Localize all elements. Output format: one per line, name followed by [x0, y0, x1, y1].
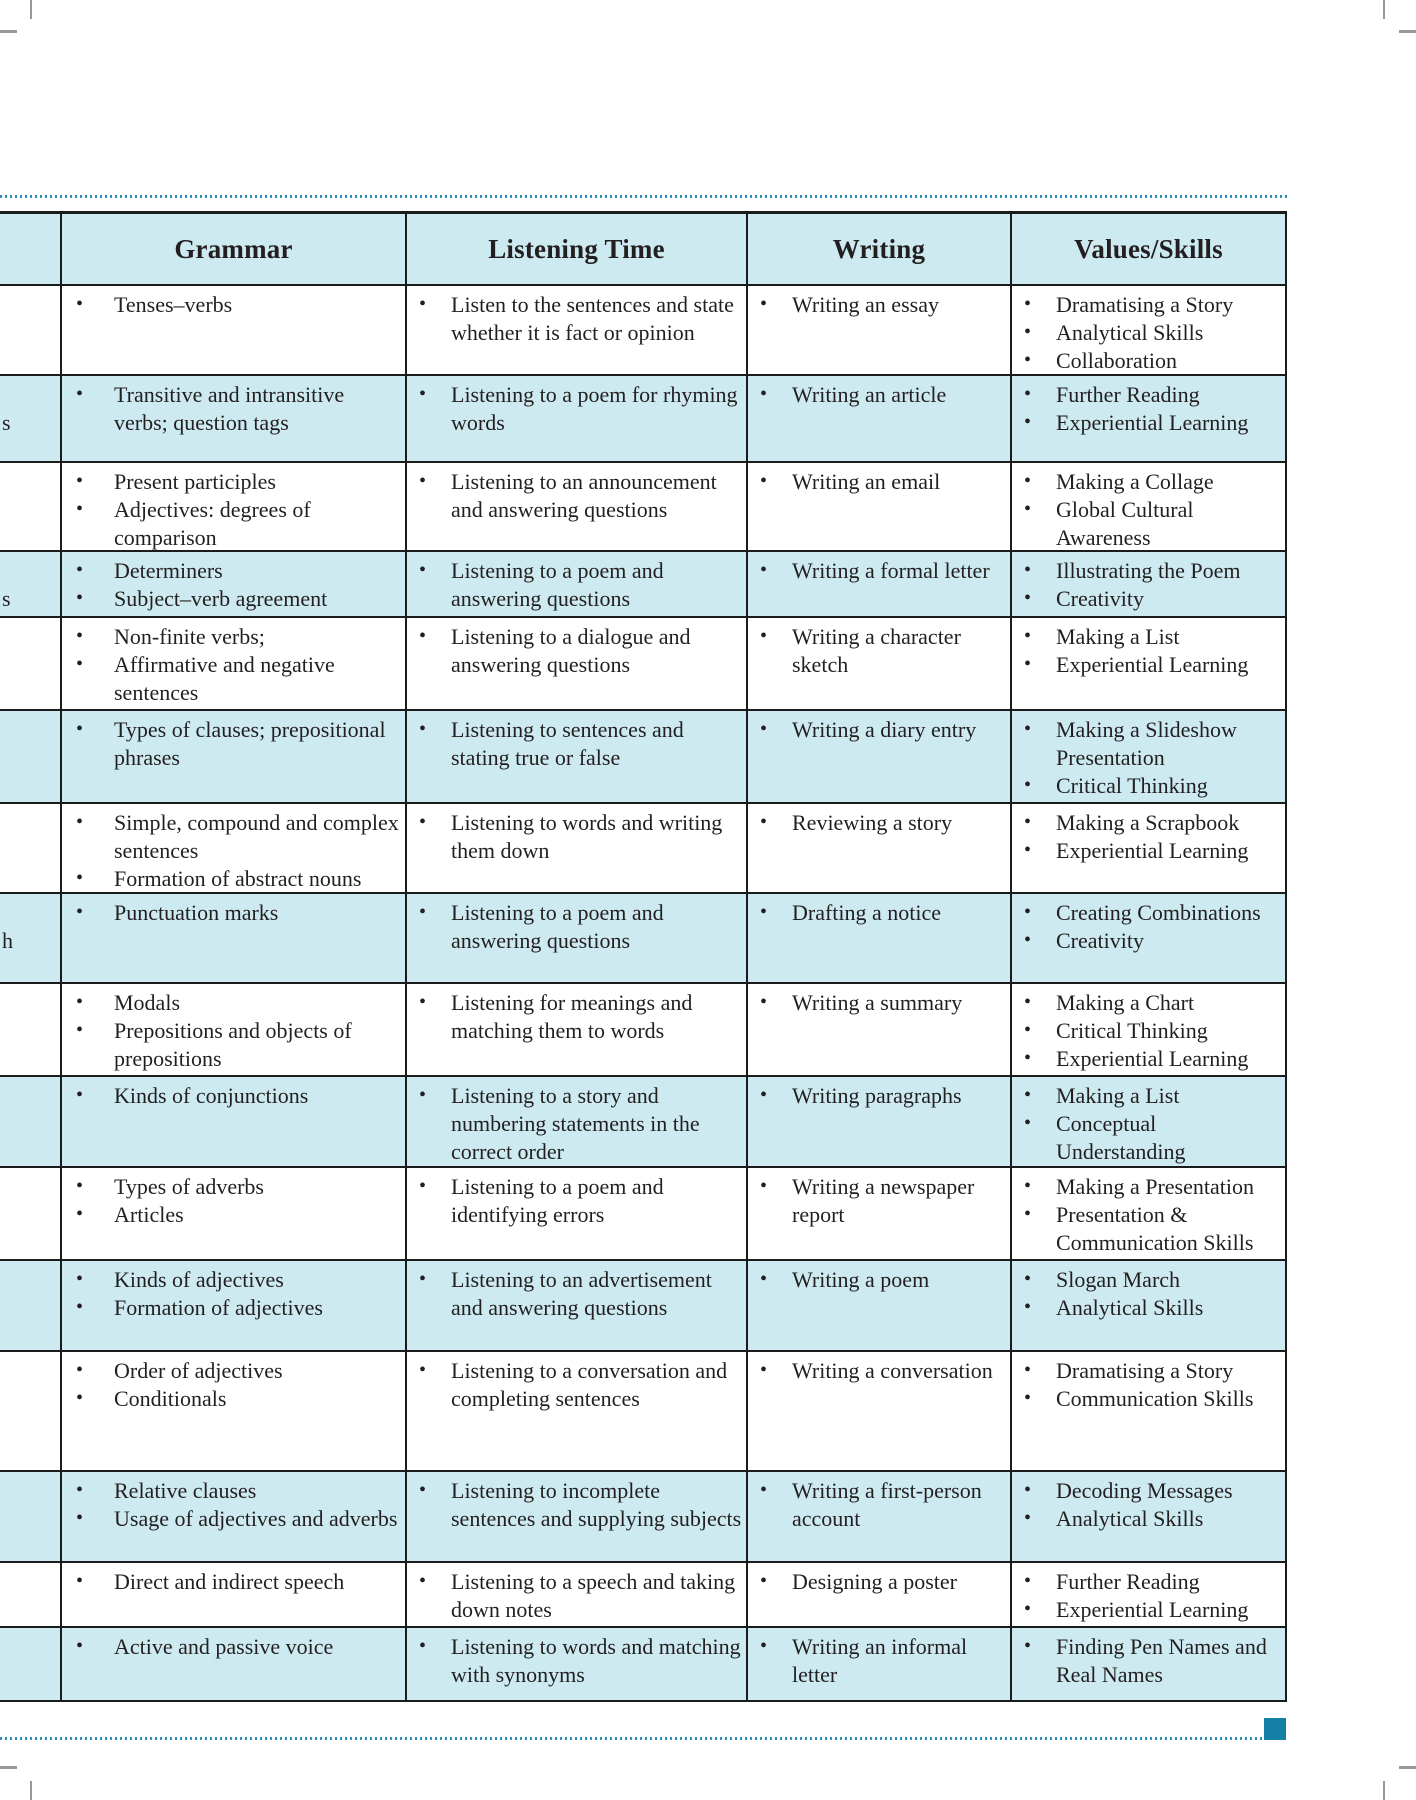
grammar-cell	[62, 1628, 407, 1700]
table-row	[0, 463, 1287, 552]
dotted-rule-top	[0, 195, 1287, 198]
listening-time-cell	[407, 552, 748, 616]
bullet-item: • Making a List	[1056, 623, 1277, 651]
grammar-cell	[62, 984, 407, 1075]
bullet-item: • Reviewing a story	[792, 809, 996, 837]
table-row	[0, 618, 1287, 711]
bullet-item: • Writing a summary	[792, 989, 996, 1017]
listening-time-cell	[407, 1352, 748, 1470]
table-row	[0, 1628, 1287, 1702]
bullet-item: • Listening for meanings and matching them to words	[451, 989, 742, 1045]
bullet-item: • Formation of abstract nouns	[114, 865, 399, 893]
left-cropped-cell	[0, 286, 62, 375]
bullet-item: • Active and passive voice	[114, 1633, 399, 1661]
values-skills-cell	[1012, 1472, 1287, 1561]
left-cropped-cell	[0, 984, 62, 1075]
grammar-cell	[62, 1563, 407, 1626]
grammar-cell	[62, 376, 407, 461]
bullet-item: • Writing a conversation	[792, 1357, 996, 1385]
bullet-item: • Slogan March	[1056, 1266, 1277, 1294]
values-skills-cell	[1012, 618, 1287, 709]
crop-mark-bottom-left-horizontal	[0, 1766, 17, 1769]
table-row	[0, 552, 1287, 618]
bullet-item: • Making a Scrapbook	[1056, 809, 1277, 837]
bullet-item: • Decoding Messages	[1056, 1477, 1277, 1505]
left-cropped-cell	[0, 1168, 62, 1259]
bullet-item: • Articles	[114, 1201, 399, 1229]
values-skills-cell	[1012, 894, 1287, 982]
bullet-item: • Prepositions and objects of prepositions	[114, 1017, 399, 1073]
listening-time-cell	[407, 463, 748, 552]
bullet-item: • Collaboration	[1056, 347, 1277, 375]
listening-time-cell	[407, 804, 748, 893]
left-cropped-cell	[0, 894, 62, 982]
table-row	[0, 1168, 1287, 1261]
bullet-item: • Designing a poster	[792, 1568, 996, 1596]
bullet-item: • Writing a diary entry	[792, 716, 996, 744]
bullet-item: • Listening to a poem and answering questions	[451, 899, 742, 955]
left-cropped-cell	[0, 1261, 62, 1350]
bullet-item: • Drafting a notice	[792, 899, 996, 927]
listening-time-cell	[407, 1168, 748, 1259]
bullet-item: • Listening to words and matching with synonyms	[451, 1633, 742, 1689]
grammar-cell	[62, 286, 407, 375]
values-skills-cell	[1012, 463, 1287, 552]
bullet-item: • Conditionals	[114, 1385, 399, 1413]
column-header-label: Listening Time	[488, 233, 665, 264]
values-skills-cell	[1012, 1261, 1287, 1350]
bullet-item: • Writing a formal letter	[792, 557, 996, 585]
bullet-item: • Determiners	[114, 557, 399, 585]
writing-cell	[748, 1168, 1012, 1259]
bullet-item: • Experiential Learning	[1056, 837, 1277, 865]
bullet-item: • Analytical Skills	[1056, 319, 1277, 347]
values-skills-cell	[1012, 286, 1287, 375]
bullet-item: • Listening to an advertisement and answering questions	[451, 1266, 742, 1322]
bullet-item: • Critical Thinking	[1056, 1017, 1277, 1045]
table-row	[0, 894, 1287, 984]
table-row	[0, 1563, 1287, 1628]
writing-cell	[748, 804, 1012, 893]
bullet-item: • Global Cultural Awareness	[1056, 496, 1277, 552]
listening-time-cell	[407, 286, 748, 375]
values-skills-cell	[1012, 1352, 1287, 1470]
values-skills-cell	[1012, 1168, 1287, 1259]
bullet-item: • Communication Skills	[1056, 1385, 1277, 1413]
bullet-item: • Making a Presentation	[1056, 1173, 1277, 1201]
bullet-item: • Tenses–verbs	[114, 291, 399, 319]
grammar-cell	[62, 463, 407, 552]
listening-time-cell	[407, 1261, 748, 1350]
bullet-item: • Listen to the sentences and state whether it is fact or opinion	[451, 291, 742, 347]
left-cropped-cell	[0, 376, 62, 461]
bullet-item: • Experiential Learning	[1056, 1596, 1277, 1624]
values-skills-cell	[1012, 1077, 1287, 1166]
header-cell-cropped	[0, 214, 62, 284]
bullet-item: • Subject–verb agreement	[114, 585, 399, 613]
column-header-label: Values/Skills	[1074, 233, 1223, 264]
bullet-item: • Listening to a poem and identifying errors	[451, 1173, 742, 1229]
cropped-text-fragment: s	[2, 586, 11, 611]
bullet-item: • Further Reading	[1056, 1568, 1277, 1596]
bullet-item: • Creating Combinations	[1056, 899, 1277, 927]
grammar-cell	[62, 1352, 407, 1470]
listening-time-cell	[407, 1077, 748, 1166]
writing-cell	[748, 618, 1012, 709]
bullet-item: • Making a List	[1056, 1082, 1277, 1110]
bullet-item: • Simple, compound and complex sentences	[114, 809, 399, 865]
bullet-item: • Punctuation marks	[114, 899, 399, 927]
values-skills-cell	[1012, 376, 1287, 461]
writing-cell	[748, 1352, 1012, 1470]
writing-cell	[748, 1077, 1012, 1166]
column-header-label: Writing	[832, 233, 926, 264]
writing-cell	[748, 286, 1012, 375]
bullet-item: • Critical Thinking	[1056, 772, 1277, 800]
left-cropped-cell	[0, 804, 62, 893]
grammar-cell	[62, 1168, 407, 1259]
writing-cell	[748, 1563, 1012, 1626]
cropped-text-fragment: h	[2, 928, 13, 953]
bullet-item: • Writing an informal letter	[792, 1633, 996, 1689]
left-cropped-cell	[0, 463, 62, 552]
bullet-item: • Experiential Learning	[1056, 1045, 1277, 1073]
bullet-item: • Conceptual Understanding	[1056, 1110, 1277, 1166]
writing-cell	[748, 984, 1012, 1075]
crop-mark-top-left-vertical	[30, 0, 32, 19]
listening-time-cell	[407, 1628, 748, 1700]
bullet-item: • Transitive and intransitive verbs; question tags	[114, 381, 399, 437]
header-cell-listening-time	[407, 214, 748, 284]
crop-mark-bottom-left-vertical	[30, 1781, 32, 1800]
left-cropped-cell	[0, 711, 62, 802]
listening-time-cell	[407, 894, 748, 982]
values-skills-cell	[1012, 984, 1287, 1075]
values-skills-cell	[1012, 552, 1287, 616]
bullet-item: • Dramatising a Story	[1056, 291, 1277, 319]
header-cell-values-skills	[1012, 214, 1287, 284]
bullet-item: • Listening to a speech and taking down notes	[451, 1568, 742, 1624]
writing-cell	[748, 1472, 1012, 1561]
table-header-row	[0, 214, 1287, 286]
bullet-item: • Making a Chart	[1056, 989, 1277, 1017]
column-header-label: Grammar	[174, 233, 293, 264]
listening-time-cell	[407, 376, 748, 461]
left-cropped-cell	[0, 1472, 62, 1561]
crop-mark-top-right-horizontal	[1399, 30, 1416, 33]
table-row	[0, 1077, 1287, 1168]
writing-cell	[748, 1261, 1012, 1350]
bullet-item: • Direct and indirect speech	[114, 1568, 399, 1596]
bullet-item: • Further Reading	[1056, 381, 1277, 409]
values-skills-cell	[1012, 1628, 1287, 1700]
values-skills-cell	[1012, 711, 1287, 802]
bullet-item: • Types of clauses; prepositional phrases	[114, 716, 399, 772]
bullet-item: • Writing an email	[792, 468, 996, 496]
writing-cell	[748, 552, 1012, 616]
grammar-cell	[62, 804, 407, 893]
table-row	[0, 1472, 1287, 1563]
listening-time-cell	[407, 618, 748, 709]
writing-cell	[748, 463, 1012, 552]
writing-cell	[748, 894, 1012, 982]
bullet-item: • Usage of adjectives and adverbs	[114, 1505, 399, 1533]
curriculum-table	[0, 211, 1287, 1702]
bullet-item: • Writing a first-person account	[792, 1477, 996, 1533]
header-cell-writing	[748, 214, 1012, 284]
table-row	[0, 376, 1287, 463]
writing-cell	[748, 1628, 1012, 1700]
bullet-item: • Listening to a poem for rhyming words	[451, 381, 742, 437]
bullet-item: • Kinds of adjectives	[114, 1266, 399, 1294]
table-row	[0, 1261, 1287, 1352]
left-cropped-cell	[0, 1628, 62, 1700]
bullet-item: • Listening to words and writing them down	[451, 809, 742, 865]
crop-mark-top-left-horizontal	[0, 30, 17, 33]
values-skills-cell	[1012, 1563, 1287, 1626]
bullet-item: • Kinds of conjunctions	[114, 1082, 399, 1110]
bullet-item: • Writing a poem	[792, 1266, 996, 1294]
bullet-item: • Experiential Learning	[1056, 409, 1277, 437]
writing-cell	[748, 376, 1012, 461]
table-row	[0, 1352, 1287, 1472]
bullet-item: • Analytical Skills	[1056, 1294, 1277, 1322]
grammar-cell	[62, 618, 407, 709]
grammar-cell	[62, 1077, 407, 1166]
bullet-item: • Listening to a dialogue and answering questions	[451, 623, 742, 679]
table-row	[0, 804, 1287, 894]
crop-mark-bottom-right-vertical	[1383, 1781, 1385, 1800]
bullet-item: • Dramatising a Story	[1056, 1357, 1277, 1385]
bullet-item: • Listening to an announcement and answering questions	[451, 468, 742, 524]
bullet-item: • Making a Slideshow Presentation	[1056, 716, 1277, 772]
table-row	[0, 984, 1287, 1077]
bullet-item: • Non-finite verbs;	[114, 623, 399, 651]
listening-time-cell	[407, 711, 748, 802]
bullet-item: • Writing a newspaper report	[792, 1173, 996, 1229]
left-cropped-cell	[0, 552, 62, 616]
bullet-item: • Present participles	[114, 468, 399, 496]
bullet-item: • Writing an article	[792, 381, 996, 409]
left-cropped-cell	[0, 618, 62, 709]
grammar-cell	[62, 711, 407, 802]
bullet-item: • Listening to a story and numbering statements in the correct order	[451, 1082, 742, 1166]
table-row	[0, 711, 1287, 804]
bullet-item: • Modals	[114, 989, 399, 1017]
accent-square	[1264, 1718, 1286, 1740]
values-skills-cell	[1012, 804, 1287, 893]
dotted-rule-bottom	[0, 1737, 1262, 1740]
header-cell-grammar	[62, 214, 407, 284]
bullet-item: • Writing paragraphs	[792, 1082, 996, 1110]
writing-cell	[748, 711, 1012, 802]
bullet-item: • Types of adverbs	[114, 1173, 399, 1201]
bullet-item: • Analytical Skills	[1056, 1505, 1277, 1533]
grammar-cell	[62, 894, 407, 982]
bullet-item: • Listening to sentences and stating true or false	[451, 716, 742, 772]
bullet-item: • Illustrating the Poem	[1056, 557, 1277, 585]
bullet-item: • Creativity	[1056, 585, 1277, 613]
bullet-item: • Finding Pen Names and Real Names	[1056, 1633, 1277, 1689]
bullet-item: • Affirmative and negative sentences	[114, 651, 399, 707]
bullet-item: • Listening to incomplete sentences and supplying subjects	[451, 1477, 742, 1533]
grammar-cell	[62, 1261, 407, 1350]
listening-time-cell	[407, 984, 748, 1075]
bullet-item: • Formation of adjectives	[114, 1294, 399, 1322]
left-cropped-cell	[0, 1352, 62, 1470]
table-body	[0, 286, 1287, 1702]
bullet-item: • Presentation & Communication Skills	[1056, 1201, 1277, 1257]
bullet-item: • Experiential Learning	[1056, 651, 1277, 679]
crop-mark-bottom-right-horizontal	[1399, 1766, 1416, 1769]
grammar-cell	[62, 552, 407, 616]
crop-mark-top-right-vertical	[1383, 0, 1385, 19]
listening-time-cell	[407, 1563, 748, 1626]
left-cropped-cell	[0, 1563, 62, 1626]
bullet-item: • Listening to a conversation and completing sentences	[451, 1357, 742, 1413]
cropped-text-fragment: s	[2, 410, 11, 435]
grammar-cell	[62, 1472, 407, 1561]
listening-time-cell	[407, 1472, 748, 1561]
bullet-item: • Relative clauses	[114, 1477, 399, 1505]
bullet-item: • Listening to a poem and answering questions	[451, 557, 742, 613]
bullet-item: • Creativity	[1056, 927, 1277, 955]
left-cropped-cell	[0, 1077, 62, 1166]
table-row	[0, 286, 1287, 376]
bullet-item: • Adjectives: degrees of comparison	[114, 496, 399, 552]
bullet-item: • Order of adjectives	[114, 1357, 399, 1385]
bullet-item: • Writing an essay	[792, 291, 996, 319]
bullet-item: • Making a Collage	[1056, 468, 1277, 496]
bullet-item: • Writing a character sketch	[792, 623, 996, 679]
